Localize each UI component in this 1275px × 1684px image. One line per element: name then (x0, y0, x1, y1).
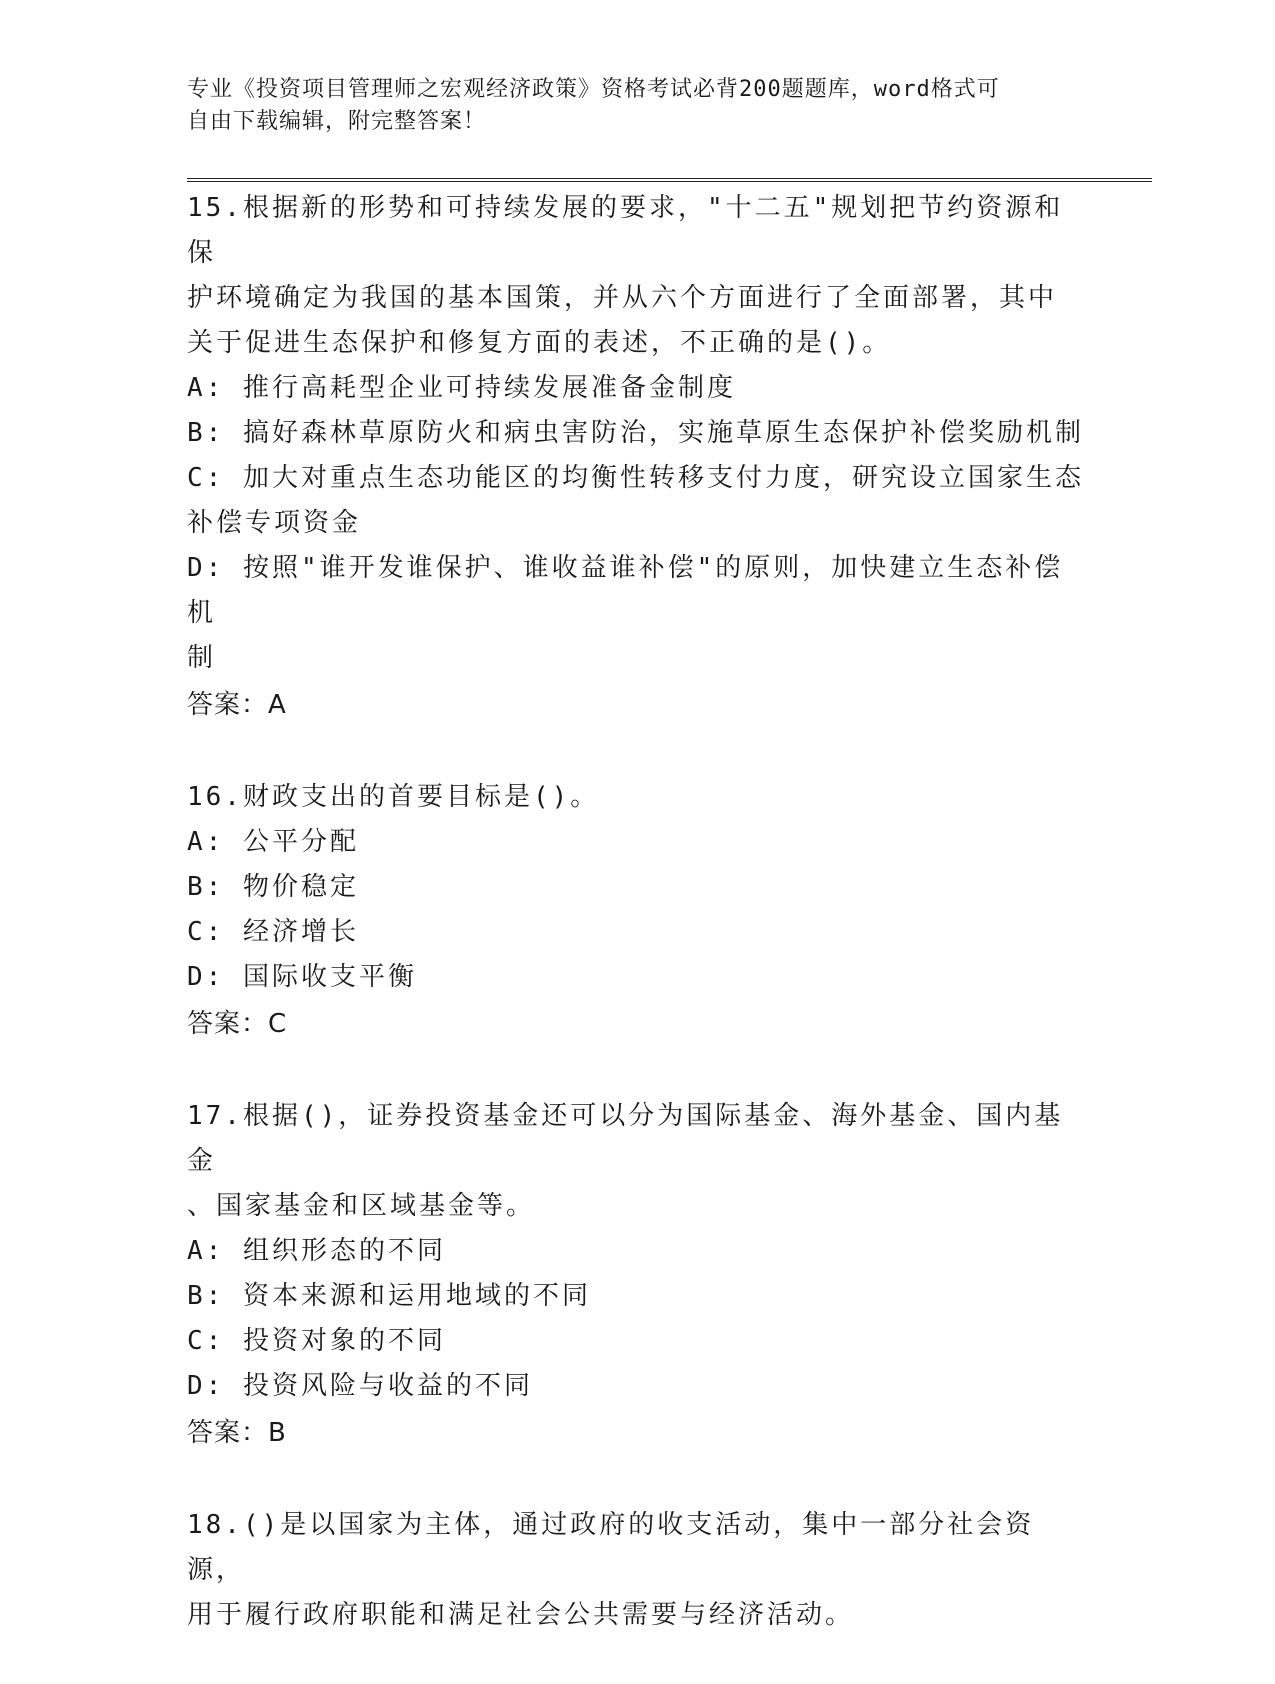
document-header (187, 74, 1067, 138)
question-17 (187, 1094, 1087, 1457)
option-b: B: 搞好森林草原防火和病虫害防治，实施草原生态保护补偿奖励机制 (187, 418, 1084, 448)
option-c-continued: 补偿专项资金 (187, 508, 362, 538)
answer-label: 答案：A (187, 690, 287, 720)
question-list (187, 186, 1087, 1684)
question-stem-line: 用于履行政府职能和满足社会公共需要与经济活动。 (187, 1600, 855, 1630)
question-stem-line: 17.根据()，证券投资基金还可以分为国际基金、海外基金、国内基金 (187, 1101, 1064, 1176)
option-c: C: 投资对象的不同 (187, 1326, 446, 1356)
option-d: D: 投资风险与收益的不同 (187, 1371, 533, 1401)
header-line-1: 专业《投资项目管理师之宏观经济政策》资格考试必背200题题库，word格式可 (187, 77, 1000, 102)
question-stem-line: 关于促进生态保护和修复方面的表述，不正确的是()。 (187, 328, 892, 358)
question-stem-line: 16.财政支出的首要目标是()。 (187, 782, 600, 812)
option-b: B: 资本来源和运用地域的不同 (187, 1281, 591, 1311)
question-15 (187, 186, 1087, 729)
option-a: A: 公平分配 (187, 827, 359, 857)
question-stem-line: 护环境确定为我国的基本国策，并从六个方面进行了全面部署，其中 (187, 283, 1058, 313)
header-divider (187, 178, 1152, 182)
question-18 (187, 1503, 1087, 1638)
answer-label: 答案：C (187, 1009, 288, 1039)
option-d: D: 国际收支平衡 (187, 962, 417, 992)
option-a: A: 推行高耗型企业可持续发展准备金制度 (187, 373, 736, 403)
option-a: A: 组织形态的不同 (187, 1236, 446, 1266)
option-d-continued: 制 (187, 643, 217, 673)
option-b: B: 物价稳定 (187, 872, 359, 902)
question-stem-line: 、国家基金和区域基金等。 (187, 1191, 536, 1221)
option-d: D: 按照"谁开发谁保护、谁收益谁补偿"的原则，加快建立生态补偿机 (187, 553, 1064, 628)
question-stem-line: 18.()是以国家为主体，通过政府的收支活动，集中一部分社会资源， (187, 1510, 1035, 1585)
answer-label: 答案：B (187, 1418, 287, 1448)
option-c: C: 经济增长 (187, 917, 359, 947)
option-c: C: 加大对重点生态功能区的均衡性转移支付力度，研究设立国家生态 (187, 463, 1084, 493)
question-stem-line: 15.根据新的形势和可持续发展的要求，"十二五"规划把节约资源和保 (187, 193, 1064, 268)
question-16 (187, 775, 1087, 1048)
header-line-2: 自由下载编辑，附完整答案！ (187, 109, 487, 134)
